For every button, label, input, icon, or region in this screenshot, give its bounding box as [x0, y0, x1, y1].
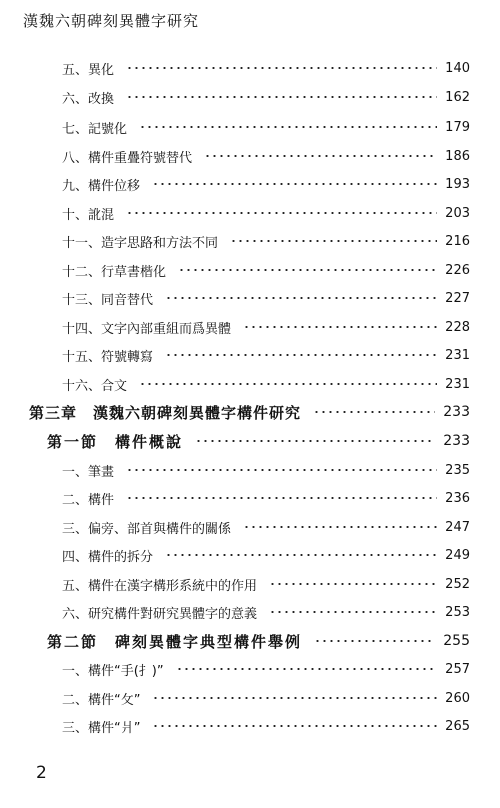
toc-entry — [62, 487, 470, 509]
toc-entry-page: 249 — [445, 547, 470, 563]
leader-dots — [152, 697, 437, 699]
toc-entry-label: 十五、符號轉寫 — [62, 349, 154, 365]
leader-dots — [152, 183, 437, 185]
toc-entry-page: 226 — [445, 262, 470, 278]
toc-entry — [62, 373, 470, 395]
toc-entry-page: 216 — [445, 233, 470, 249]
toc-entry-page: 227 — [445, 290, 470, 306]
toc-entry — [62, 601, 470, 623]
leader-dots — [243, 526, 437, 528]
toc-entry — [62, 259, 470, 281]
toc-entry-page: 233 — [443, 404, 470, 420]
toc-entry-label: 三、偏旁、部首與構件的關係 — [62, 521, 232, 537]
toc-entry — [62, 202, 470, 224]
toc-section-entry — [47, 630, 470, 652]
toc-entry — [62, 173, 470, 195]
toc-entry-page: 255 — [443, 633, 470, 649]
leader-dots — [243, 326, 437, 328]
toc-entry — [62, 116, 470, 138]
toc-entry — [62, 459, 470, 481]
toc-entry-page: 265 — [445, 718, 470, 734]
leader-dots — [126, 212, 437, 214]
toc-entry-page: 253 — [445, 604, 470, 620]
toc-entry-label: 四、構件的拆分 — [62, 549, 154, 565]
toc-entry-label: 七、記號化 — [62, 121, 128, 137]
toc-section-entry — [47, 430, 470, 452]
toc-entry-label: 二、構件“攵” — [62, 692, 141, 708]
toc-entry — [62, 573, 470, 595]
toc-entry-page: 231 — [445, 347, 470, 363]
toc-entry — [62, 715, 470, 737]
toc-entry-page: 233 — [443, 433, 470, 449]
toc-entry-label: 十一、造字思路和方法不同 — [62, 235, 219, 251]
leader-dots — [230, 240, 437, 242]
toc-entry-page: 179 — [445, 119, 470, 135]
leader-dots — [126, 96, 437, 98]
toc-entry-label: 第三章 漢魏六朝碑刻異體字構件研究 — [29, 403, 302, 422]
toc-entry-page: 247 — [445, 519, 470, 535]
leader-dots — [165, 554, 437, 556]
toc-entry — [62, 516, 470, 538]
toc-entry — [62, 544, 470, 566]
toc-entry-label: 三、構件“爿” — [62, 720, 141, 736]
toc-entry-page: 162 — [445, 89, 470, 105]
toc-entry — [62, 316, 470, 338]
toc-entry-label: 六、研究構件對研究異體字的意義 — [62, 606, 258, 622]
toc-entry — [62, 57, 470, 79]
leader-dots — [269, 611, 437, 613]
toc-entry-page: 228 — [445, 319, 470, 335]
leader-dots — [313, 411, 435, 413]
toc-entry-label: 第二節 碑刻異體字典型構件舉例 — [47, 632, 303, 651]
leader-dots — [204, 155, 437, 157]
leader-dots — [165, 354, 437, 356]
leader-dots — [126, 67, 437, 69]
toc-entry-label: 九、構件位移 — [62, 178, 141, 194]
toc-entry-label: 八、構件重疊符號替代 — [62, 150, 193, 166]
toc-entry-page: 260 — [445, 690, 470, 706]
toc-entry — [62, 687, 470, 709]
toc-entry-label: 六、改換 — [62, 91, 115, 107]
leader-dots — [126, 497, 437, 499]
toc-chapter-entry — [29, 401, 470, 423]
toc-entry — [62, 230, 470, 252]
toc-entry — [62, 658, 470, 680]
toc-entry-label: 十、訛混 — [62, 207, 115, 223]
leader-dots — [195, 440, 435, 442]
leader-dots — [152, 725, 437, 727]
leader-dots — [314, 640, 435, 642]
toc-entry-label: 五、異化 — [62, 62, 115, 78]
toc-entry-page: 235 — [445, 462, 470, 478]
running-head: 漢魏六朝碑刻異體字研究 — [23, 12, 200, 30]
toc-entry-page: 203 — [445, 205, 470, 221]
toc-entry — [62, 86, 470, 108]
toc-entry-page: 257 — [445, 661, 470, 677]
toc-entry-label: 一、筆畫 — [62, 464, 115, 480]
page-number: 2 — [36, 763, 47, 783]
toc-entry-page: 186 — [445, 148, 470, 164]
toc-entry-page: 252 — [445, 576, 470, 592]
leader-dots — [139, 126, 437, 128]
toc-entry-label: 五、構件在漢字構形系統中的作用 — [62, 578, 258, 594]
leader-dots — [178, 269, 437, 271]
toc-entry — [62, 287, 470, 309]
toc-entry-page: 140 — [445, 60, 470, 76]
toc-entry-label: 十六、合文 — [62, 378, 128, 394]
toc-entry-label: 十三、同音替代 — [62, 292, 154, 308]
toc-entry-label: 二、構件 — [62, 492, 115, 508]
toc-entry-page: 193 — [445, 176, 470, 192]
toc-entry-page: 236 — [445, 490, 470, 506]
leader-dots — [269, 583, 437, 585]
toc-entry — [62, 344, 470, 366]
leader-dots — [139, 383, 437, 385]
leader-dots — [126, 469, 437, 471]
toc-entry-label: 十四、文字內部重組而爲異體 — [62, 321, 232, 337]
leader-dots — [165, 297, 437, 299]
toc-entry-label: 十二、行草書楷化 — [62, 264, 167, 280]
toc-entry — [62, 145, 470, 167]
leader-dots — [176, 668, 438, 670]
toc-entry-label: 第一節 構件概說 — [47, 432, 184, 451]
toc-entry-page: 231 — [445, 376, 470, 392]
toc-entry-label: 一、構件“手(扌)” — [62, 663, 164, 679]
